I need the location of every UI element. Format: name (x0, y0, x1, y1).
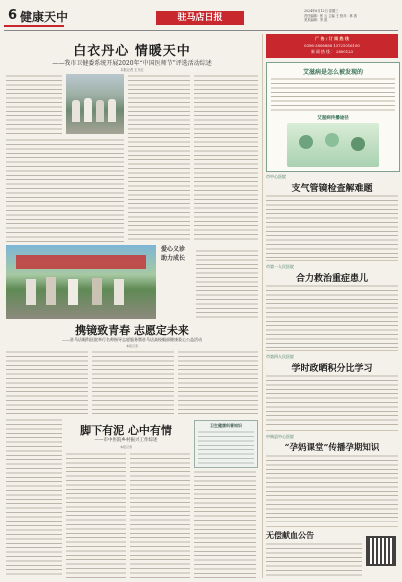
section-title: 健康天中 (20, 10, 69, 24)
issue-info (304, 9, 398, 23)
sidebar-item-4-text (266, 454, 398, 522)
article-3-left-col (6, 418, 62, 578)
article-3-col-4 (194, 470, 256, 578)
sidebar-item-1-title: 支气管镜检查解难题 (291, 184, 373, 194)
knowledge-box-text (198, 430, 254, 464)
sidebar-divider-1 (266, 260, 398, 261)
sidebar-item-3 (266, 354, 398, 428)
main-article-col-1 (6, 74, 62, 134)
main-article-col-2 (128, 74, 190, 242)
charity-photo-block (6, 245, 258, 319)
article-3-col-3 (130, 452, 190, 578)
main-article-col-1b (6, 138, 124, 242)
sidebar-divider-2 (266, 350, 398, 351)
knowledge-box (194, 420, 258, 468)
issue-date: 2024年6月12日 星期三 (304, 9, 339, 13)
article-2 (6, 322, 258, 414)
section-underline (4, 25, 64, 27)
article-2-title: 携镜致青春 志愿定未来 (75, 324, 189, 337)
health-ad-text (271, 77, 395, 113)
page-header (4, 8, 398, 30)
hotline-box (266, 34, 398, 58)
article-3-subtitle: ——市中医院乡村振兴工作综述 (94, 438, 158, 443)
sidebar-item-1-tag: 市中心医院 (266, 174, 286, 179)
health-ad-illustration (287, 123, 379, 167)
health-ad-title: 艾滋病是怎么被发现的 (302, 69, 363, 76)
article-2-subtitle: ——驻马店眼科医院举行名师指导志愿服务暨驻马店高校眼部健康爱心公益活动 (62, 337, 202, 342)
knowledge-box-title: 卫生健康科普知识 (210, 423, 242, 428)
article-2-col-3 (178, 350, 258, 414)
article-3-byline: 本报记者 (119, 445, 132, 449)
sidebar-item-1 (266, 174, 398, 258)
article-3-title: 脚下有泥 心中有情 (80, 424, 172, 437)
sidebar-item-2-tag: 市第一人民医院 (266, 264, 294, 269)
hotline-line-2: 0396-2806888 13721016100 (304, 43, 360, 48)
sidebar-item-1-text (266, 194, 398, 258)
qr-code (366, 536, 396, 566)
main-article-col-3 (194, 74, 258, 242)
article-2-col-2 (92, 350, 174, 414)
photo-caption-text (196, 249, 258, 319)
main-article-photo (66, 74, 124, 134)
sidebar-divider-3 (266, 430, 398, 431)
main-article (6, 34, 258, 242)
hotline-line-1: 广 告 / 订 阅 热 线 (315, 36, 349, 41)
issue-editors: 责任编辑：张 云 主编 王 校对：林 燕 (304, 13, 357, 18)
sidebar-item-4-title: “孕妈课堂”传播孕期知识 (284, 443, 380, 453)
photo-caption: 爱心义诊 助力成长 (161, 246, 186, 262)
article-2-byline: 本报记者 (125, 344, 138, 348)
sidebar-item-4 (266, 434, 398, 524)
masthead-text: 驻马店日报 (177, 13, 223, 23)
sidebar-item-4-tag: 中典县中心医院 (266, 434, 294, 439)
page-number: 6 (8, 8, 18, 23)
sidebar-divider-4 (266, 526, 398, 527)
sidebar-item-3-tag: 市第四人民医院 (266, 354, 294, 359)
sidebar-item-2-text (266, 284, 398, 348)
main-article-subtitle: ——我市卫健委系统开展2020年“中国医师节”评选活动综述 (52, 60, 212, 67)
charity-photo (6, 245, 156, 319)
main-article-byline: 本报记者 王月红 (120, 68, 144, 72)
header-rule (4, 30, 398, 31)
health-ad-box (266, 62, 400, 172)
hotline-line-3: 新 闻 热 线 ： 2800123 (311, 49, 353, 54)
main-article-title: 白衣丹心 情暖天中 (73, 44, 191, 59)
article-2-col-1 (6, 350, 88, 414)
health-ad-subtitle: 艾滋病传播途径 (317, 116, 349, 121)
article-3 (6, 418, 258, 578)
issue-design: 美术编辑：李 凯 (304, 18, 328, 23)
sidebar-item-3-text (266, 374, 398, 428)
sidebar-item-2-title: 合力救治重症患儿 (295, 274, 368, 284)
notice-title: 无偿献血公告 (266, 530, 314, 540)
sidebar-item-2 (266, 264, 398, 348)
notice-text (266, 542, 362, 576)
sidebar-item-3-title: 学时政晒积分比学习 (291, 364, 373, 374)
blood-donation-notice (266, 530, 362, 578)
column-divider (262, 34, 263, 578)
article-3-col-2 (66, 452, 126, 578)
masthead-logo (156, 11, 244, 25)
